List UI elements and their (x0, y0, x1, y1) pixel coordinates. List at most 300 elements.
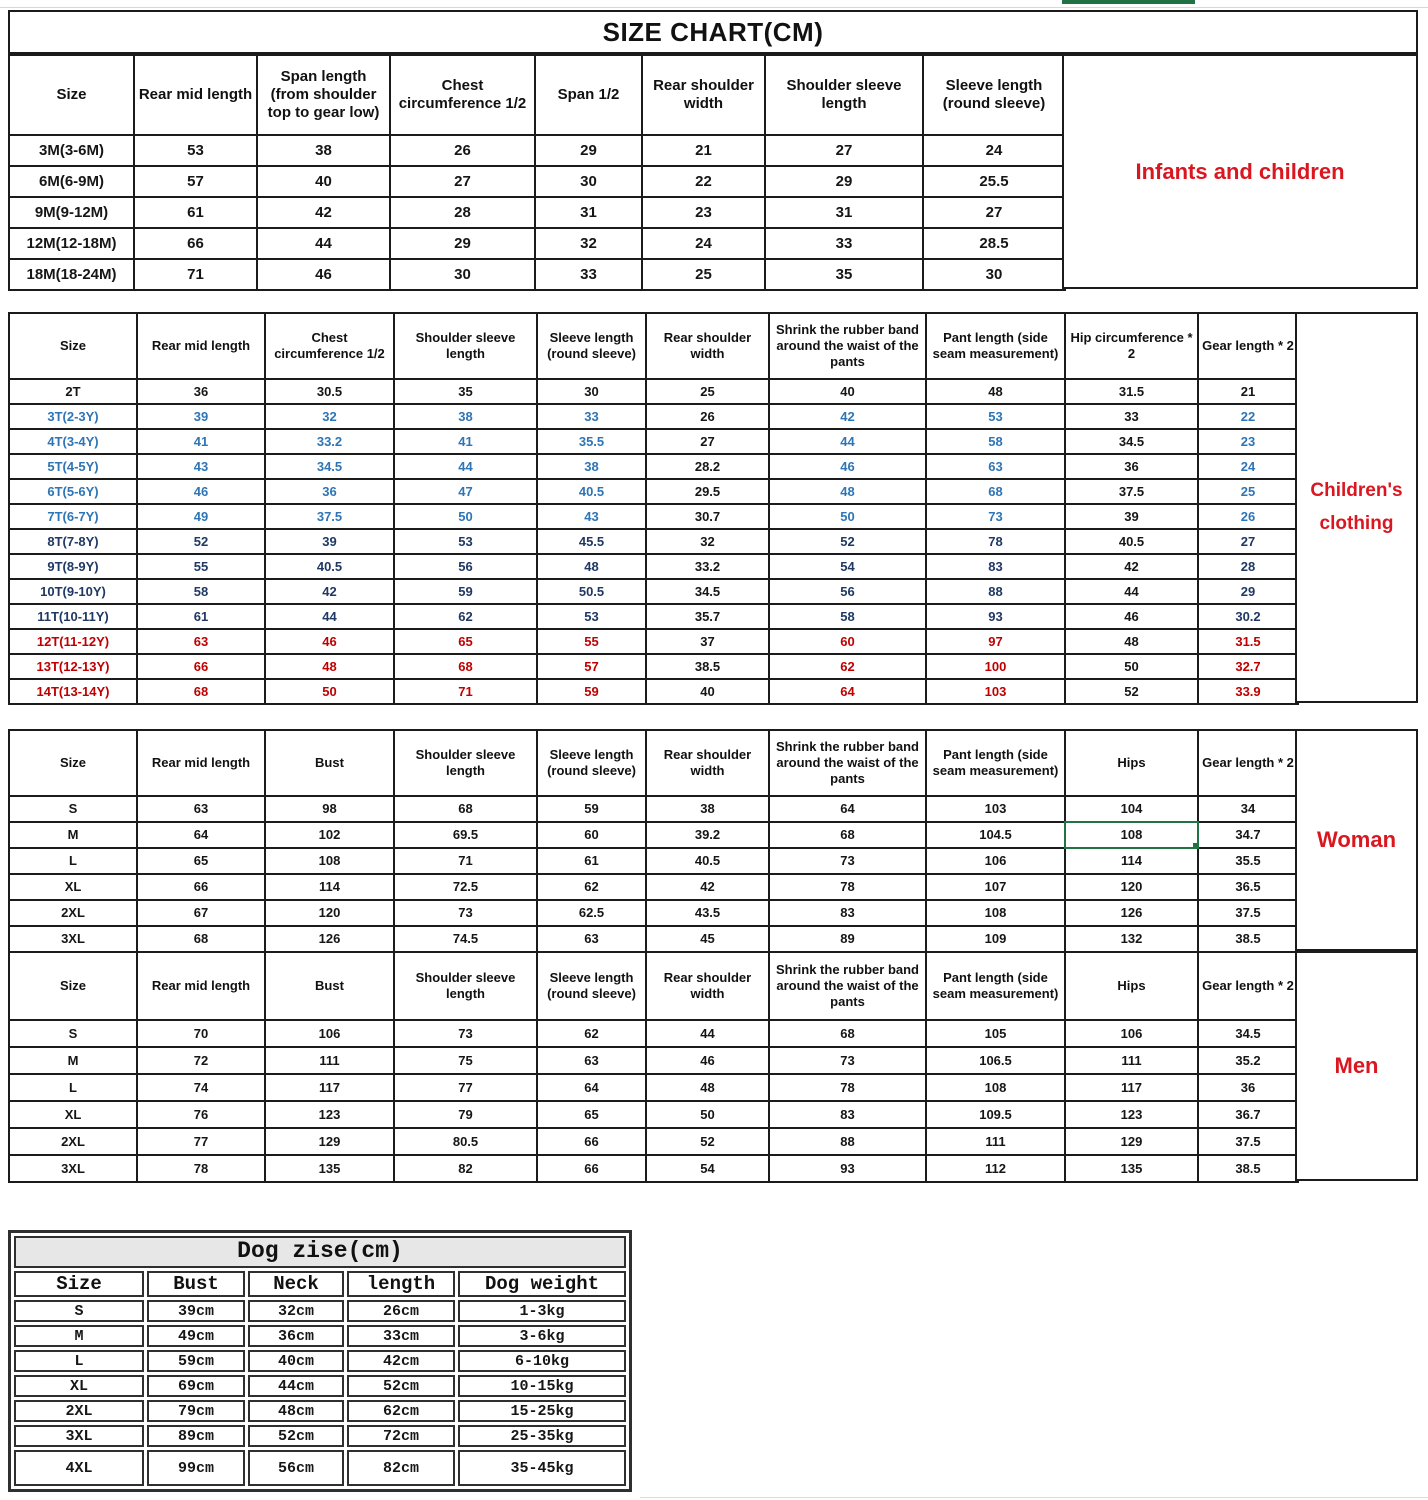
table-cell[interactable]: 41 (137, 429, 265, 454)
table-cell[interactable]: 64 (137, 822, 265, 848)
table-cell[interactable]: 77 (394, 1074, 537, 1101)
table-cell[interactable]: 34.5 (1198, 1020, 1298, 1047)
table-cell[interactable]: 63 (537, 1047, 646, 1074)
table-cell[interactable]: 29 (765, 166, 923, 197)
size-cell[interactable]: S (9, 796, 137, 822)
table-cell[interactable]: 46 (257, 259, 390, 290)
table-cell[interactable]: 36 (137, 379, 265, 404)
table-cell[interactable]: 120 (1065, 874, 1198, 900)
table-cell[interactable]: 40.5 (1065, 529, 1198, 554)
table-cell[interactable]: 50 (265, 679, 394, 704)
table-cell[interactable]: 44 (646, 1020, 769, 1047)
column-header[interactable]: Rear mid length (137, 952, 265, 1020)
table-cell[interactable]: 52 (1065, 679, 1198, 704)
table-cell[interactable]: 29.5 (646, 479, 769, 504)
table-cell[interactable]: 73 (769, 848, 926, 874)
table-cell[interactable]: 61 (137, 604, 265, 629)
table-cell[interactable]: 35 (765, 259, 923, 290)
size-chart-title[interactable]: SIZE CHART(CM) (8, 10, 1418, 54)
table-cell[interactable]: 98 (265, 796, 394, 822)
table-cell[interactable]: 109.5 (926, 1101, 1065, 1128)
table-cell[interactable]: 66 (537, 1155, 646, 1182)
column-header[interactable]: Sleeve length (round sleeve) (923, 55, 1065, 135)
table-cell[interactable]: 55 (537, 629, 646, 654)
table-cell[interactable]: 36 (1198, 1074, 1298, 1101)
table-cell[interactable]: 32 (535, 228, 642, 259)
table-cell[interactable]: 48 (646, 1074, 769, 1101)
table-cell[interactable]: 76 (137, 1101, 265, 1128)
size-cell[interactable]: M (14, 1325, 144, 1347)
table-cell[interactable]: 75 (394, 1047, 537, 1074)
column-header[interactable]: Size (9, 55, 134, 135)
table-cell[interactable]: 67 (137, 900, 265, 926)
table-cell[interactable]: 43.5 (646, 900, 769, 926)
size-cell[interactable]: S (9, 1020, 137, 1047)
column-header[interactable]: Dog weight (458, 1271, 626, 1297)
table-cell[interactable]: 48 (1065, 629, 1198, 654)
table-cell[interactable]: 28 (1198, 554, 1298, 579)
table-cell[interactable]: 34.5 (646, 579, 769, 604)
table-cell[interactable]: 54 (646, 1155, 769, 1182)
column-header[interactable]: Size (9, 730, 137, 796)
table-cell[interactable]: 30 (537, 379, 646, 404)
size-cell[interactable]: 11T(10-11Y) (9, 604, 137, 629)
table-cell[interactable]: 34.5 (265, 454, 394, 479)
table-cell[interactable]: 31.5 (1065, 379, 1198, 404)
table-cell[interactable]: 40.5 (265, 554, 394, 579)
table-cell[interactable]: 106 (1065, 1020, 1198, 1047)
size-cell[interactable]: 9T(8-9Y) (9, 554, 137, 579)
table-cell[interactable]: 100 (926, 654, 1065, 679)
table-cell[interactable]: 61 (134, 197, 257, 228)
table-cell[interactable]: 25 (642, 259, 765, 290)
table-cell[interactable]: 31 (765, 197, 923, 228)
table-cell[interactable]: 32cm (248, 1300, 344, 1322)
table-cell[interactable]: 6-10kg (458, 1350, 626, 1372)
column-header[interactable]: Shoulder sleeve length (394, 313, 537, 379)
table-cell[interactable]: 48cm (248, 1400, 344, 1422)
table-cell[interactable]: 78 (769, 874, 926, 900)
table-cell[interactable]: 24 (1198, 454, 1298, 479)
table-cell[interactable]: 27 (923, 197, 1065, 228)
table-cell[interactable]: 34 (1198, 796, 1298, 822)
table-cell[interactable]: 38 (646, 796, 769, 822)
table-cell[interactable]: 62 (537, 1020, 646, 1047)
size-cell[interactable]: 5T(4-5Y) (9, 454, 137, 479)
table-cell[interactable]: 111 (265, 1047, 394, 1074)
size-cell[interactable]: XL (9, 874, 137, 900)
size-cell[interactable]: 2T (9, 379, 137, 404)
table-cell[interactable]: 68 (926, 479, 1065, 504)
table-cell[interactable]: 44 (265, 604, 394, 629)
table-cell[interactable]: 62 (537, 874, 646, 900)
table-cell[interactable]: 73 (926, 504, 1065, 529)
column-header[interactable]: Sleeve length (round sleeve) (537, 952, 646, 1020)
column-header[interactable]: Span length (from shoulder top to gear low) (257, 55, 390, 135)
table-cell[interactable]: 65 (137, 848, 265, 874)
table-cell[interactable]: 38.5 (646, 654, 769, 679)
table-cell[interactable]: 93 (926, 604, 1065, 629)
size-cell[interactable]: L (9, 1074, 137, 1101)
table-cell[interactable]: 35-45kg (458, 1450, 626, 1486)
table-cell[interactable]: 39 (137, 404, 265, 429)
table-cell[interactable]: 35.5 (1198, 848, 1298, 874)
table-cell[interactable]: 26 (1198, 504, 1298, 529)
column-header[interactable]: Hip circumference * 2 (1065, 313, 1198, 379)
size-cell[interactable]: M (9, 822, 137, 848)
table-cell[interactable]: 104 (1065, 796, 1198, 822)
table-cell[interactable]: 74 (137, 1074, 265, 1101)
table-cell[interactable]: 27 (390, 166, 535, 197)
table-cell[interactable]: 40.5 (646, 848, 769, 874)
column-header[interactable]: Rear shoulder width (642, 55, 765, 135)
table-cell[interactable]: 123 (265, 1101, 394, 1128)
table-cell[interactable]: 68 (394, 796, 537, 822)
table-cell[interactable]: 38.5 (1198, 926, 1298, 952)
table-cell[interactable]: 33 (765, 228, 923, 259)
table-cell[interactable]: 37.5 (265, 504, 394, 529)
table-cell[interactable]: 40cm (248, 1350, 344, 1372)
table-cell[interactable]: 46 (769, 454, 926, 479)
table-cell[interactable]: 10-15kg (458, 1375, 626, 1397)
table-cell[interactable]: 33 (535, 259, 642, 290)
column-header[interactable]: Sleeve length (round sleeve) (537, 730, 646, 796)
table-cell[interactable]: 57 (134, 166, 257, 197)
table-cell[interactable]: 97 (926, 629, 1065, 654)
column-header[interactable]: Pant length (side seam measurement) (926, 952, 1065, 1020)
table-cell[interactable]: 38.5 (1198, 1155, 1298, 1182)
size-cell[interactable]: XL (14, 1375, 144, 1397)
size-cell[interactable]: 3XL (14, 1425, 144, 1447)
column-header[interactable]: Gear length * 2 (1198, 313, 1298, 379)
table-cell[interactable]: 129 (265, 1128, 394, 1155)
size-cell[interactable]: 7T(6-7Y) (9, 504, 137, 529)
table-cell[interactable]: 62 (769, 654, 926, 679)
table-cell[interactable]: 53 (134, 135, 257, 166)
table-cell[interactable]: 28.2 (646, 454, 769, 479)
table-cell[interactable]: 105 (926, 1020, 1065, 1047)
table-cell[interactable]: 23 (1198, 429, 1298, 454)
size-cell[interactable]: 3XL (9, 926, 137, 952)
table-cell[interactable]: 52 (769, 529, 926, 554)
size-cell[interactable]: 2XL (9, 1128, 137, 1155)
table-cell[interactable]: 22 (642, 166, 765, 197)
table-cell[interactable]: 37.5 (1198, 900, 1298, 926)
table-cell[interactable]: 111 (1065, 1047, 1198, 1074)
table-cell[interactable]: 69cm (147, 1375, 245, 1397)
table-cell[interactable]: 30 (535, 166, 642, 197)
table-cell[interactable]: 39cm (147, 1300, 245, 1322)
children-group-label[interactable]: Children's clothing (1295, 312, 1418, 703)
table-cell[interactable]: 42cm (347, 1350, 455, 1372)
table-cell[interactable]: 102 (265, 822, 394, 848)
column-header[interactable]: Rear mid length (137, 730, 265, 796)
column-header[interactable]: Size (9, 313, 137, 379)
table-cell[interactable]: 27 (646, 429, 769, 454)
table-cell[interactable]: 99cm (147, 1450, 245, 1486)
table-cell[interactable]: 71 (394, 679, 537, 704)
size-cell[interactable]: 9M(9-12M) (9, 197, 134, 228)
table-cell[interactable]: 78 (926, 529, 1065, 554)
table-cell[interactable]: 46 (137, 479, 265, 504)
table-cell[interactable]: 38 (394, 404, 537, 429)
column-header[interactable]: Chest circumference 1/2 (390, 55, 535, 135)
table-cell[interactable]: 83 (769, 1101, 926, 1128)
table-cell[interactable]: 93 (769, 1155, 926, 1182)
table-cell[interactable]: 74.5 (394, 926, 537, 952)
table-cell[interactable]: 83 (926, 554, 1065, 579)
table-cell[interactable]: 52 (646, 1128, 769, 1155)
column-header[interactable]: Shrink the rubber band around the waist of the pants (769, 952, 926, 1020)
column-header[interactable]: Hips (1065, 952, 1198, 1020)
table-cell[interactable]: 53 (926, 404, 1065, 429)
table-cell[interactable]: 88 (926, 579, 1065, 604)
size-cell[interactable]: 2XL (14, 1400, 144, 1422)
column-header[interactable]: Span 1/2 (535, 55, 642, 135)
table-cell[interactable]: 42 (769, 404, 926, 429)
table-cell[interactable]: 40 (769, 379, 926, 404)
table-cell[interactable]: 48 (537, 554, 646, 579)
table-cell[interactable]: 35.7 (646, 604, 769, 629)
table-cell[interactable]: 52cm (347, 1375, 455, 1397)
table-cell[interactable]: 68 (137, 679, 265, 704)
table-cell[interactable]: 39.2 (646, 822, 769, 848)
table-cell[interactable]: 73 (394, 900, 537, 926)
table-cell[interactable]: 43 (537, 504, 646, 529)
table-cell[interactable]: 25.5 (923, 166, 1065, 197)
table-cell[interactable]: 33 (537, 404, 646, 429)
column-header[interactable]: Rear shoulder width (646, 313, 769, 379)
table-cell[interactable]: 37.5 (1198, 1128, 1298, 1155)
table-cell[interactable]: 46 (265, 629, 394, 654)
table-cell[interactable]: 55 (137, 554, 265, 579)
column-header[interactable]: Pant length (side seam measurement) (926, 313, 1065, 379)
table-cell[interactable]: 29 (1198, 579, 1298, 604)
table-cell[interactable]: 35 (394, 379, 537, 404)
table-cell[interactable]: 30.2 (1198, 604, 1298, 629)
table-cell[interactable]: 50 (646, 1101, 769, 1128)
table-cell[interactable]: 132 (1065, 926, 1198, 952)
table-cell[interactable]: 123 (1065, 1101, 1198, 1128)
table-cell[interactable]: 64 (537, 1074, 646, 1101)
table-cell[interactable]: 33 (1065, 404, 1198, 429)
table-cell[interactable]: 66 (537, 1128, 646, 1155)
column-header[interactable]: Bust (265, 952, 394, 1020)
table-cell[interactable]: 36 (1065, 454, 1198, 479)
table-cell[interactable]: 65 (537, 1101, 646, 1128)
table-cell[interactable]: 56cm (248, 1450, 344, 1486)
table-cell[interactable]: 45.5 (537, 529, 646, 554)
table-cell[interactable]: 44 (257, 228, 390, 259)
table-cell[interactable]: 117 (265, 1074, 394, 1101)
table-cell[interactable]: 70 (137, 1020, 265, 1047)
table-cell[interactable]: 32 (646, 529, 769, 554)
table-cell[interactable]: 40 (257, 166, 390, 197)
table-cell[interactable]: 104.5 (926, 822, 1065, 848)
size-cell[interactable]: L (9, 848, 137, 874)
table-cell[interactable]: 25 (646, 379, 769, 404)
table-cell[interactable]: 37 (646, 629, 769, 654)
column-header[interactable]: Rear shoulder width (646, 952, 769, 1020)
size-cell[interactable]: 12T(11-12Y) (9, 629, 137, 654)
column-header[interactable]: length (347, 1271, 455, 1297)
table-cell[interactable]: 71 (394, 848, 537, 874)
table-cell[interactable]: 82cm (347, 1450, 455, 1486)
table-cell[interactable]: 26 (646, 404, 769, 429)
table-cell[interactable]: 49 (137, 504, 265, 529)
table-cell[interactable]: 42 (646, 874, 769, 900)
table-cell[interactable]: 58 (137, 579, 265, 604)
table-cell[interactable]: 77 (137, 1128, 265, 1155)
table-cell[interactable]: 21 (1198, 379, 1298, 404)
size-cell[interactable]: 3T(2-3Y) (9, 404, 137, 429)
table-cell[interactable]: 50 (394, 504, 537, 529)
size-cell[interactable]: L (14, 1350, 144, 1372)
column-header[interactable]: Chest circumference 1/2 (265, 313, 394, 379)
table-cell[interactable]: 106 (926, 848, 1065, 874)
table-cell[interactable]: 42 (257, 197, 390, 228)
table-cell[interactable]: 129 (1065, 1128, 1198, 1155)
table-cell[interactable]: 34.5 (1065, 429, 1198, 454)
table-cell[interactable]: 48 (265, 654, 394, 679)
table-cell[interactable]: 21 (642, 135, 765, 166)
column-header[interactable]: Pant length (side seam measurement) (926, 730, 1065, 796)
table-cell[interactable]: 40.5 (537, 479, 646, 504)
table-cell[interactable]: 68 (769, 1020, 926, 1047)
woman-group-label[interactable]: Woman (1295, 729, 1418, 951)
table-cell[interactable]: 135 (1065, 1155, 1198, 1182)
column-header[interactable]: Size (14, 1271, 144, 1297)
table-cell[interactable]: 22 (1198, 404, 1298, 429)
table-cell[interactable]: 27 (1198, 529, 1298, 554)
column-header[interactable]: Sleeve length (round sleeve) (537, 313, 646, 379)
table-cell[interactable]: 25-35kg (458, 1425, 626, 1447)
column-header[interactable]: Rear mid length (134, 55, 257, 135)
table-cell[interactable]: 60 (537, 822, 646, 848)
table-cell[interactable]: 36 (265, 479, 394, 504)
table-cell[interactable]: 33.2 (265, 429, 394, 454)
selected-cell[interactable]: 108 (1065, 822, 1198, 848)
table-cell[interactable]: 66 (137, 654, 265, 679)
table-cell[interactable]: 57 (537, 654, 646, 679)
table-cell[interactable]: 72.5 (394, 874, 537, 900)
column-header[interactable]: Shoulder sleeve length (394, 730, 537, 796)
column-header[interactable]: Shoulder sleeve length (765, 55, 923, 135)
table-cell[interactable]: 103 (926, 796, 1065, 822)
column-header[interactable]: Shrink the rubber band around the waist of the pants (769, 313, 926, 379)
size-cell[interactable]: 3XL (9, 1155, 137, 1182)
table-cell[interactable]: 61 (537, 848, 646, 874)
table-cell[interactable]: 33cm (347, 1325, 455, 1347)
column-header[interactable]: Bust (147, 1271, 245, 1297)
table-cell[interactable]: 34.7 (1198, 822, 1298, 848)
table-cell[interactable]: 39 (265, 529, 394, 554)
table-cell[interactable]: 114 (1065, 848, 1198, 874)
table-cell[interactable]: 53 (394, 529, 537, 554)
table-cell[interactable]: 29 (390, 228, 535, 259)
table-cell[interactable]: 64 (769, 679, 926, 704)
table-cell[interactable]: 52cm (248, 1425, 344, 1447)
table-cell[interactable]: 1-3kg (458, 1300, 626, 1322)
table-cell[interactable]: 83 (769, 900, 926, 926)
column-header[interactable]: Neck (248, 1271, 344, 1297)
table-cell[interactable]: 73 (394, 1020, 537, 1047)
table-cell[interactable]: 72cm (347, 1425, 455, 1447)
table-cell[interactable]: 46 (646, 1047, 769, 1074)
table-cell[interactable]: 78 (137, 1155, 265, 1182)
table-cell[interactable]: 38 (537, 454, 646, 479)
size-cell[interactable]: 18M(18-24M) (9, 259, 134, 290)
table-cell[interactable]: 46 (1065, 604, 1198, 629)
men-group-label[interactable]: Men (1295, 951, 1418, 1181)
table-cell[interactable]: 63 (537, 926, 646, 952)
size-cell[interactable]: XL (9, 1101, 137, 1128)
column-header[interactable]: Bust (265, 730, 394, 796)
table-cell[interactable]: 49cm (147, 1325, 245, 1347)
table-cell[interactable]: 62.5 (537, 900, 646, 926)
table-cell[interactable]: 59 (537, 796, 646, 822)
table-cell[interactable]: 15-25kg (458, 1400, 626, 1422)
table-cell[interactable]: 117 (1065, 1074, 1198, 1101)
table-cell[interactable]: 35.5 (537, 429, 646, 454)
table-cell[interactable]: 44 (394, 454, 537, 479)
table-cell[interactable]: 108 (926, 1074, 1065, 1101)
table-cell[interactable]: 52 (137, 529, 265, 554)
table-cell[interactable]: 29 (535, 135, 642, 166)
size-cell[interactable]: 13T(12-13Y) (9, 654, 137, 679)
table-cell[interactable]: 40 (646, 679, 769, 704)
table-cell[interactable]: 28.5 (923, 228, 1065, 259)
table-cell[interactable]: 41 (394, 429, 537, 454)
table-cell[interactable]: 106 (265, 1020, 394, 1047)
size-cell[interactable]: 4T(3-4Y) (9, 429, 137, 454)
table-cell[interactable]: 28 (390, 197, 535, 228)
table-cell[interactable]: 53 (537, 604, 646, 629)
table-cell[interactable]: 78 (769, 1074, 926, 1101)
column-header[interactable]: Rear shoulder width (646, 730, 769, 796)
table-cell[interactable]: 31 (535, 197, 642, 228)
table-cell[interactable]: 63 (926, 454, 1065, 479)
table-cell[interactable]: 79 (394, 1101, 537, 1128)
table-cell[interactable]: 89cm (147, 1425, 245, 1447)
column-header[interactable]: Size (9, 952, 137, 1020)
table-cell[interactable]: 24 (642, 228, 765, 259)
table-cell[interactable]: 135 (265, 1155, 394, 1182)
table-cell[interactable]: 68 (769, 822, 926, 848)
table-cell[interactable]: 30.7 (646, 504, 769, 529)
size-cell[interactable]: 14T(13-14Y) (9, 679, 137, 704)
column-header[interactable]: Shoulder sleeve length (394, 952, 537, 1020)
table-cell[interactable]: 106.5 (926, 1047, 1065, 1074)
size-cell[interactable]: 4XL (14, 1450, 144, 1486)
table-cell[interactable]: 120 (265, 900, 394, 926)
table-cell[interactable]: 38 (257, 135, 390, 166)
table-cell[interactable]: 35.2 (1198, 1047, 1298, 1074)
column-header[interactable]: Gear length * 2 (1198, 730, 1298, 796)
table-cell[interactable]: 126 (265, 926, 394, 952)
table-cell[interactable]: 47 (394, 479, 537, 504)
table-cell[interactable]: 56 (769, 579, 926, 604)
table-cell[interactable]: 48 (926, 379, 1065, 404)
table-cell[interactable]: 62 (394, 604, 537, 629)
column-header[interactable]: Shrink the rubber band around the waist of the pants (769, 730, 926, 796)
table-cell[interactable]: 68 (137, 926, 265, 952)
table-cell[interactable]: 80.5 (394, 1128, 537, 1155)
size-cell[interactable]: M (9, 1047, 137, 1074)
table-cell[interactable]: 33.9 (1198, 679, 1298, 704)
size-cell[interactable]: 2XL (9, 900, 137, 926)
table-cell[interactable]: 82 (394, 1155, 537, 1182)
